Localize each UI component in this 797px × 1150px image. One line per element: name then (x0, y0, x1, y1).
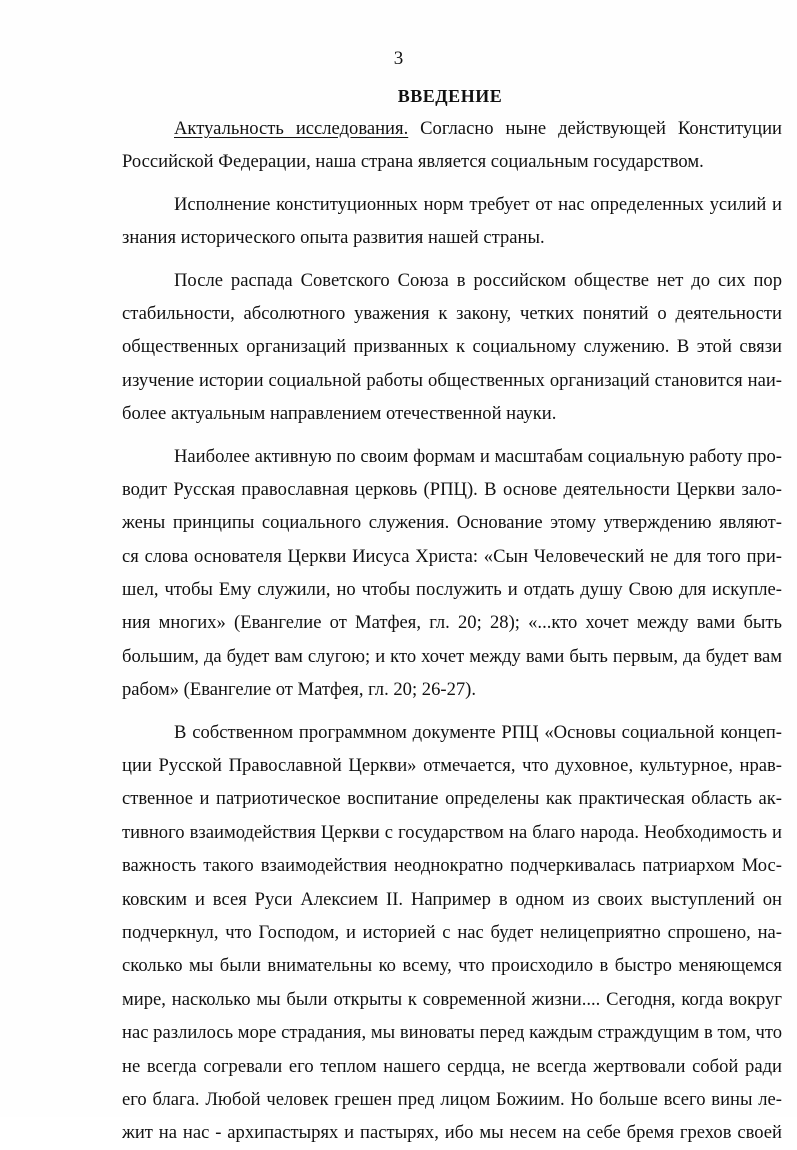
text-line: нас разлилось море страдания, мы виноваты перед каждым страждущим в том, что (122, 1022, 782, 1044)
text-line: Актуальность исследования. Согласно ныне действующей Конституции (174, 118, 782, 139)
text-line: знания исторического опыта развития нашей страны. (122, 227, 545, 249)
text-line: важность такого взаимодействия неоднократно подчеркивалась патриархом Мос- (122, 855, 782, 877)
text-line: подчеркнул, что Господом, и историей с нас будет нелицеприятно спрошено, на- (122, 921, 782, 943)
paragraph-social-concept (122, 716, 782, 1150)
text-line: ковским и всея Руси Алексием II. Например в одном из своих выступлений он (122, 888, 782, 910)
text-line: Российской Федерации, наша страна является социальным государством. (122, 151, 704, 173)
text-line: стабильности, абсолютного уважения к закону, четких понятий о деятельности (122, 302, 782, 324)
text-line: ся слова основателя Церкви Иисуса Христа: «Сын Человеческий не для того при- (122, 545, 782, 567)
text-line: тивного взаимодействия Церкви с государством на благо народа. Необходимость и (122, 821, 782, 843)
relevance-lead: Актуальность исследования. (174, 118, 409, 139)
text-line: жены принципы социального служения. Основание этому утверждению являют- (122, 512, 782, 534)
text-line: его блага. Любой человек грешен пред лицом Божиим. Но больше всего вины ле- (122, 1088, 782, 1110)
paragraph-relevance (122, 112, 782, 179)
text-line: В собственном программном документе РПЦ «Основы социальной концеп- (174, 721, 782, 743)
text-line: ции Русской Православной Церкви» отмечается, что духовное, культурное, нрав- (122, 755, 782, 777)
text-line: более актуальным направлением отечественной науки. (122, 403, 557, 425)
text-line: Наиболее активную по своим формам и масштабам социальную работу про- (174, 445, 782, 467)
text-line: большим, да будет вам слугою; и кто хочет между вами быть первым, да будет вам (122, 645, 782, 667)
text-line: После распада Советского Союза в российском обществе нет до сих пор (174, 269, 782, 291)
text-line: изучение истории социальной работы общественных организаций становится наи- (122, 369, 782, 391)
text-line: шел, чтобы Ему служили, но чтобы послужить и отдать душу Свою для искупле- (122, 579, 782, 601)
text-line: мире, насколько мы были открыты к современной жизни.... Сегодня, когда вокруг (122, 988, 782, 1010)
section-heading: ВВЕДЕНИЕ (397, 86, 503, 106)
text-line: ния многих» (Евангелие от Матфея, гл. 20; 28); «...кто хочет между вами быть (122, 612, 782, 634)
text-line: водит Русская православная церковь (РПЦ). В основе деятельности Церкви зало- (122, 478, 782, 500)
text-line: не всегда согревали его теплом нашего сердца, не всегда жертвовали собой ради (122, 1055, 782, 1077)
paragraph-constitution (122, 188, 782, 255)
text-line: сколько мы были внимательны ко всему, что происходило в быстро меняющемся (122, 955, 782, 977)
body-text (122, 112, 782, 1150)
paragraph-soviet-union (122, 264, 782, 431)
text-line: ственное и патриотическое воспитание определены как практическая область ак- (122, 788, 782, 810)
text-line: рабом» (Евангелие от Матфея, гл. 20; 26-27). (122, 679, 477, 701)
page-number: 3 (393, 48, 404, 69)
text-line: Исполнение конституционных норм требует от нас определенных усилий и (174, 193, 782, 215)
text-line: жит на нас - архипастырях и пастырях, ибо мы несем на себе бремя грехов своей (122, 1122, 782, 1144)
paragraph-church-work (122, 440, 782, 707)
text-line: общественных организаций призванных к социальному служению. В этой связи (122, 336, 782, 358)
